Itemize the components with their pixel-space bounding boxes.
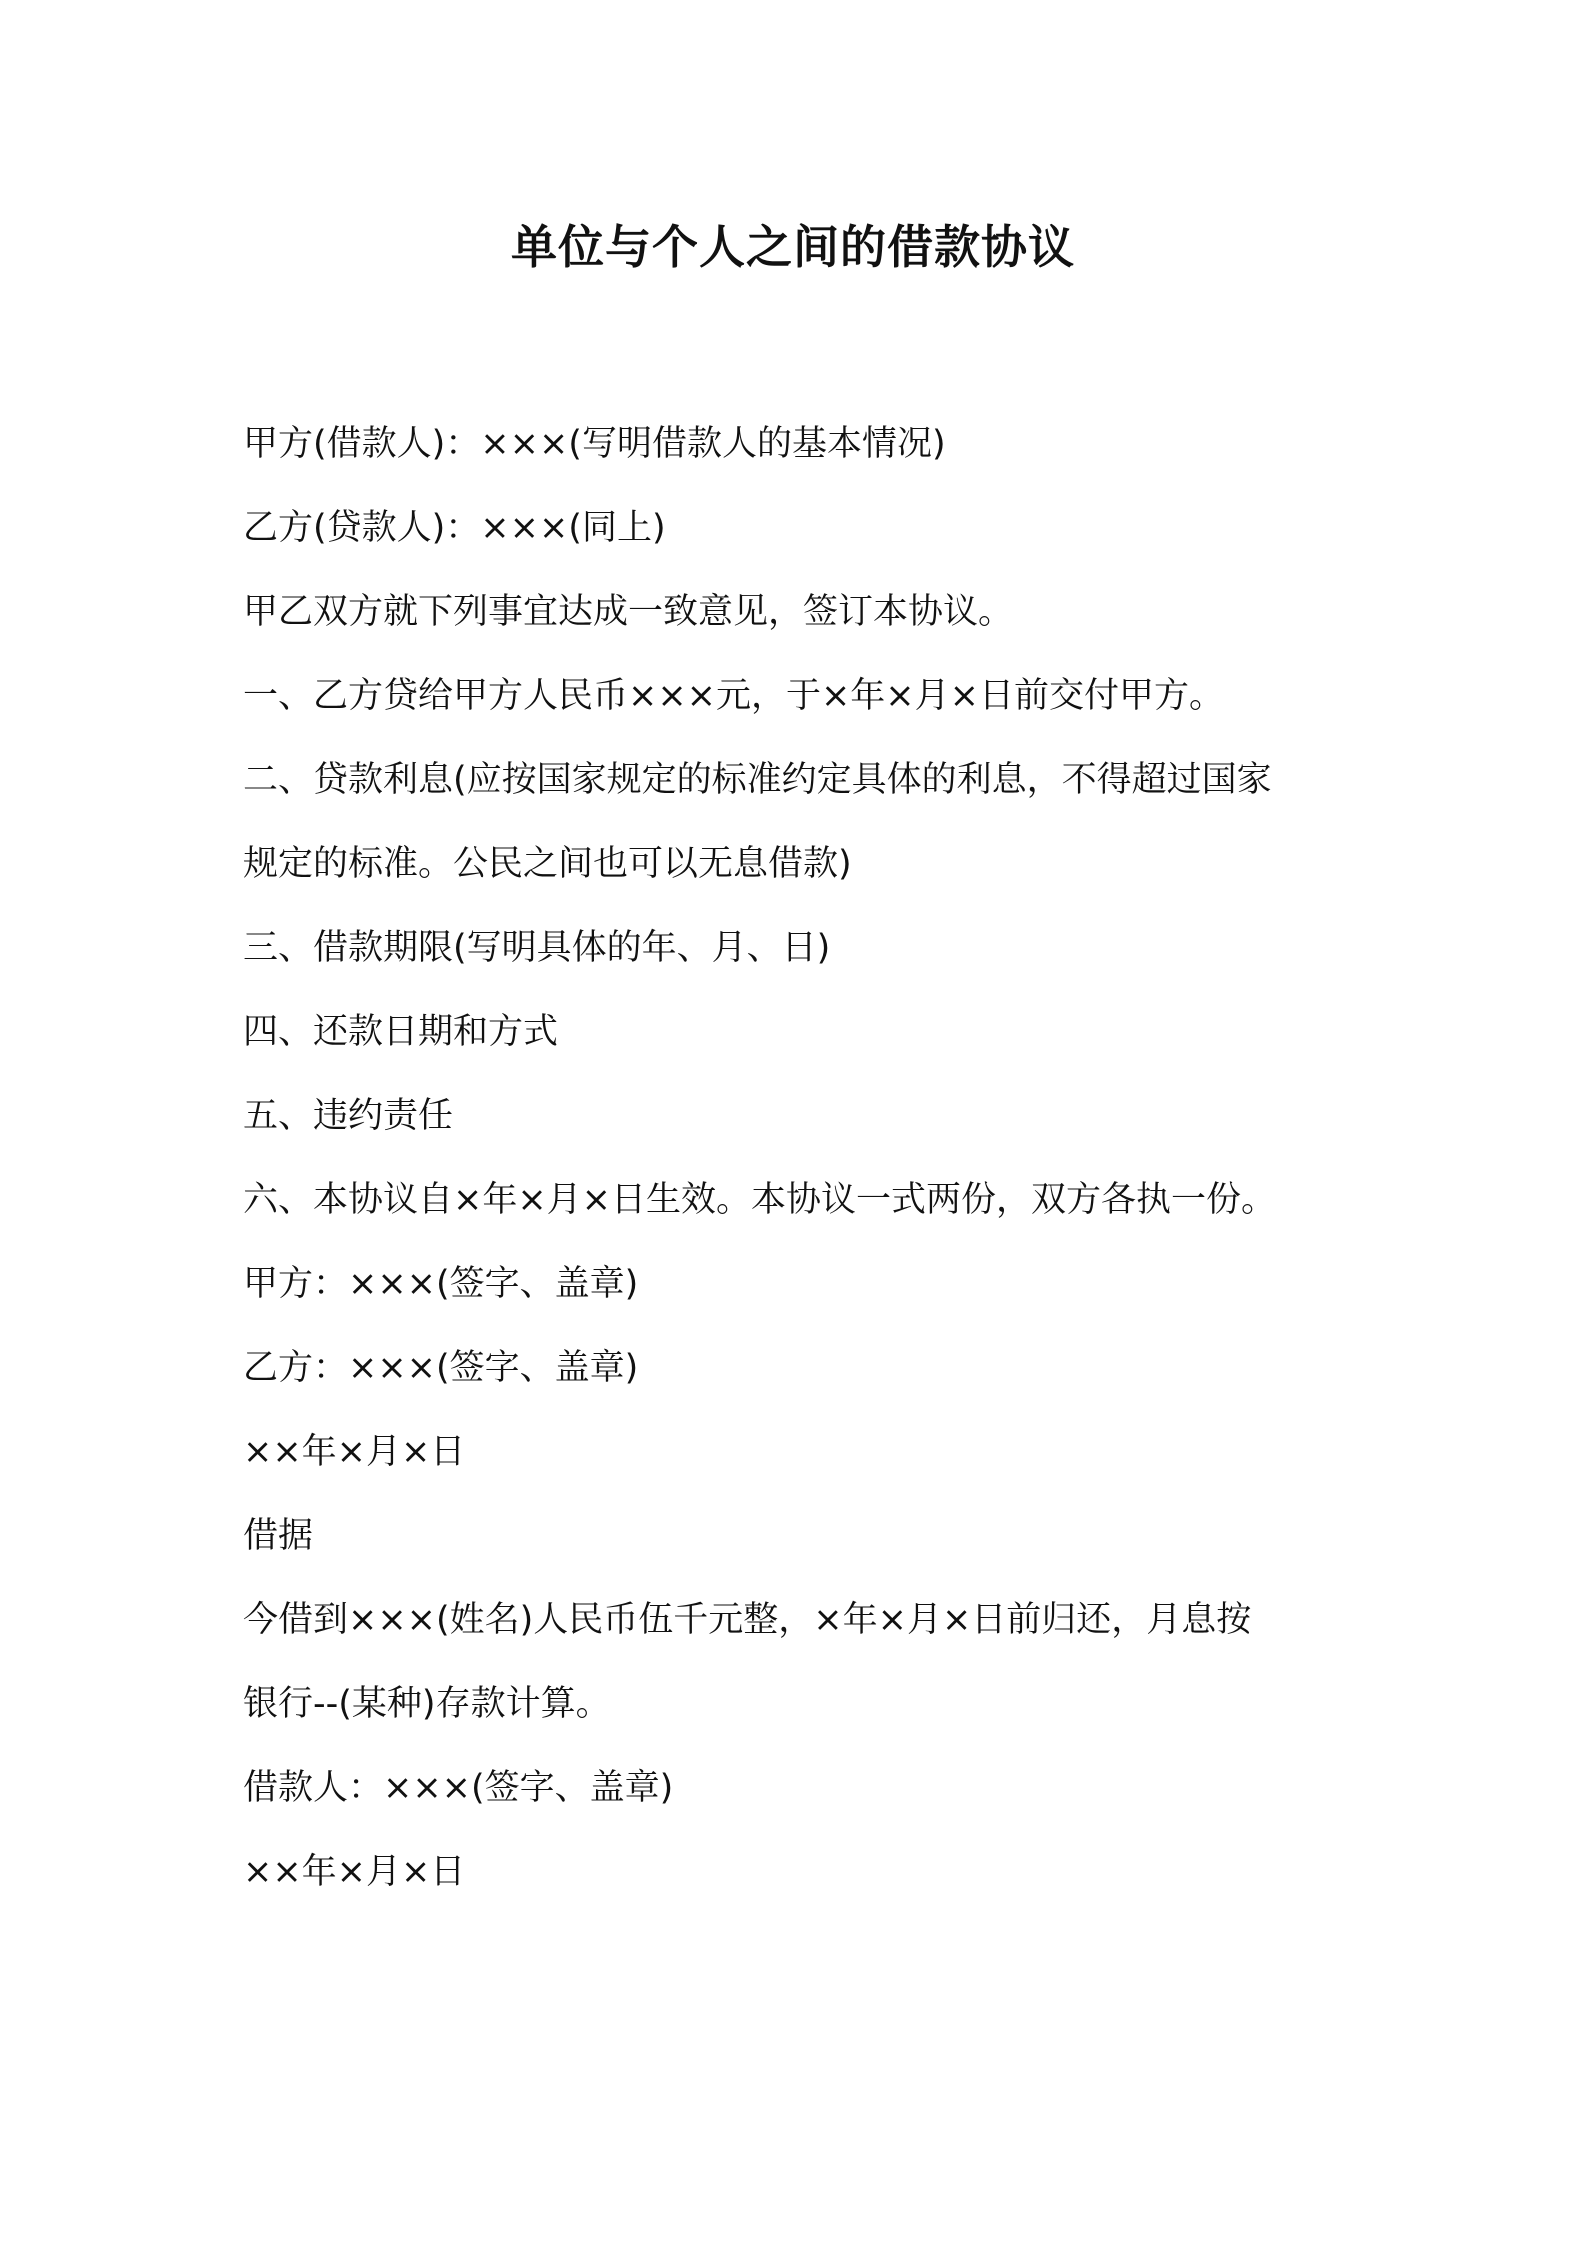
clause-three-line: 三、借款期限(写明具体的年、月、日) (243, 928, 831, 968)
borrower-signature-line: 借款人：×××(签字、盖章) (243, 1768, 674, 1808)
party-b-line: 乙方(贷款人)：×××(同上) (243, 508, 666, 548)
receipt-body-line: 今借到×××(姓名)人民币伍千元整，×年×月×日前归还，月息按 (243, 1600, 1252, 1640)
party-b-signature-line: 乙方：×××(签字、盖章) (243, 1348, 639, 1388)
clause-six-line: 六、本协议自×年×月×日生效。本协议一式两份，双方各执一份。 (243, 1180, 1276, 1220)
party-a-line: 甲方(借款人)：×××(写明借款人的基本情况) (243, 424, 946, 464)
clause-two-continued-line: 规定的标准。公民之间也可以无息借款) (243, 844, 852, 884)
party-a-signature-line: 甲方：×××(签字、盖章) (243, 1264, 639, 1304)
receipt-body-continued-line: 银行--(某种)存款计算。 (243, 1684, 611, 1724)
document-title: 单位与个人之间的借款协议 (511, 220, 1075, 274)
clause-one-line: 一、乙方贷给甲方人民币×××元，于×年×月×日前交付甲方。 (243, 676, 1224, 716)
receipt-date-line: ××年×月×日 (243, 1852, 466, 1892)
receipt-heading: 借据 (243, 1516, 314, 1556)
clause-two-line: 二、贷款利息(应按国家规定的标准约定具体的利息，不得超过国家 (243, 760, 1272, 800)
agreement-intro-line: 甲乙双方就下列事宜达成一致意见，签订本协议。 (243, 592, 1014, 632)
document-body (243, 402, 1363, 1914)
clause-five-line: 五、违约责任 (243, 1096, 454, 1136)
clause-four-line: 四、还款日期和方式 (243, 1012, 559, 1052)
agreement-date-line: ××年×月×日 (243, 1432, 466, 1472)
